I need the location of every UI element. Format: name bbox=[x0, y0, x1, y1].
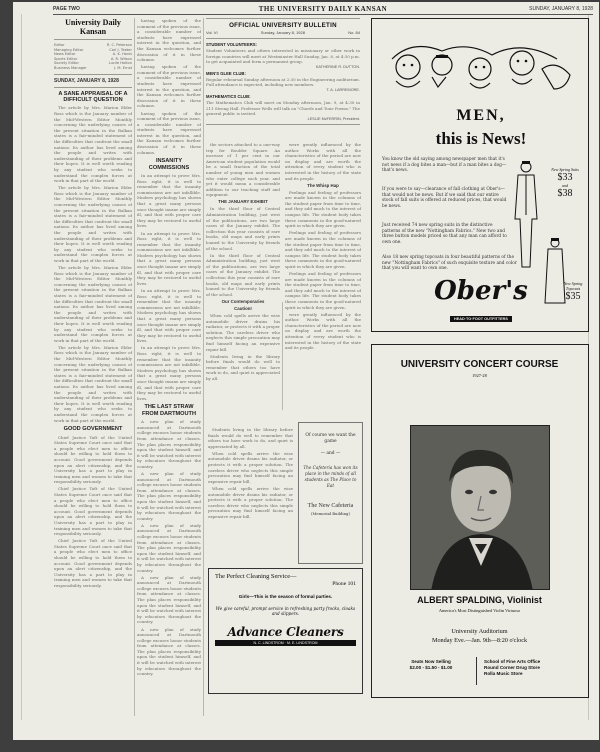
ticket-divider bbox=[476, 657, 477, 685]
obers-body: Also 18 new spring topcoats in four beautiful patterns of the new "Nottingham Fabrics" of such exquisite texture and color that you will want to own one. bbox=[382, 255, 517, 272]
obers-body: You know the old saying among newspaper men that it's not news if a dog bites a man—but if a man bites a dog—that's news. bbox=[382, 157, 507, 174]
news-column-3b bbox=[208, 427, 293, 565]
editorial-heading: INSANITY COMMISSIONS bbox=[148, 158, 190, 171]
notice-signature: LESLIE McFERRIN, President. bbox=[307, 116, 360, 121]
suit-price: New Spring Suits $33 and $38 bbox=[551, 167, 579, 199]
column-rule bbox=[203, 18, 204, 716]
cleaners-body: We give careful, prompt service in refreshing party frocks, cloaks and slippers. bbox=[215, 606, 356, 617]
article-body: Students living in the library before finals would do well to remember that others too have work to do, and quiet is appreciated by all. When cold spells arrive the wise automobile driver drains his radiator, or protects it with a proper solution. The careless driver who neglects this simple precaution may find himself facing an expensive repair bill. When cold spells arrive the wise automobile driver drains his radiator, or protects it with a proper solution. The careless driver who neglects this simple precaution may find himself facing an expensive repair bill. bbox=[208, 427, 293, 519]
concert-time: Monday Eve.—Jan. 9th—8:20 o'clock bbox=[431, 637, 528, 644]
cafeteria-name: The New Cafeteria bbox=[307, 503, 354, 509]
ticket-outlets: School of Fine Arts Office Round Corner Drug Store Rolla Music Store bbox=[484, 659, 541, 676]
notice-signature: T. A. LARREMORE. bbox=[326, 87, 360, 92]
obers-logo: Ober's HEAD·TO·FOOT OUTFITTERS bbox=[434, 276, 528, 321]
bulletin-title: OFFICIAL UNIVERSITY BULLETIN bbox=[229, 22, 337, 29]
article-body: In the third floor of Central Administration building, just west of the publications, are two large cases of the January exhibit. The collection this year consists of rare books, old maps and early prints loaned to the University by friends of the school. In the third floor of Central Administration building, just west of the publications, are two large cases of the January exhibit. The collection this year consists of rare books, old maps and early prints loaned to the University by friends of the school. bbox=[206, 206, 280, 297]
editorial-body: having spoken of the comment of the previous issue, a considerable number of students have expressed interest in the question, and the Kansan welcomes further discussion of it in these columns. having spoken of the comment of the previous issue, a considerable number of students have expressed interest in the question, and the Kansan welcomes further discussion of it in these columns. having spoken of the comment of the previous issue, a considerable number of students have expressed interest in the question, and the Kansan welcomes further discussion of it in these columns. bbox=[137, 18, 201, 155]
editorial-column-2 bbox=[137, 18, 201, 720]
performer-description: America's Most Distinguished Violin Virtuoso bbox=[438, 608, 521, 613]
article-body: When cold spells arrive the wise automobile driver drains his radiator, or protects it with a proper solution. The careless driver who neglects this simple precaution may find himself facing an expensive repair bill. Students living in the library before finals would do well to remember that others too have work to do, and quiet is appreciated by all. bbox=[206, 312, 280, 381]
cleaners-phone: Phone 101 bbox=[332, 581, 356, 587]
performer-portrait-icon bbox=[411, 426, 550, 590]
cafeteria-line: Of course we want the game bbox=[305, 433, 356, 444]
obers-headline-1: MEN, bbox=[456, 107, 506, 124]
editorial-heading: THE LAST STRAW FROM DARTMOUTH bbox=[141, 404, 197, 417]
editorial-heading: GOOD GOVERNMENT bbox=[63, 426, 123, 433]
bulletin-info: Vol. VI Sunday, January 8, 1928 No. 84 bbox=[206, 30, 360, 35]
page-number: PAGE TWO bbox=[53, 6, 80, 12]
cafeteria-location: (Memorial Building) bbox=[311, 511, 350, 516]
cleaners-headline: The Perfect Cleaning Service— bbox=[215, 573, 297, 580]
issue-date: SUNDAY, JANUARY 8, 1928 bbox=[54, 77, 119, 84]
notice-heading: MATHEMATICS CLUB: bbox=[206, 93, 251, 99]
cafeteria-line: — and — bbox=[320, 451, 341, 456]
editorial-column-1 bbox=[54, 18, 132, 720]
concert-course-ad bbox=[371, 344, 589, 698]
article-body: were greatly influenced by the author. Works with all the characteristics of the period are now on display and are worth the attention of every student who is interested in the history of the state and its people. bbox=[285, 142, 361, 181]
advance-cleaners-ad bbox=[208, 568, 363, 694]
notice-heading: STUDENT VOLUNTEERS: bbox=[206, 42, 257, 47]
caricature-illustration-icon bbox=[372, 19, 589, 109]
obers-headline-2: this is News! bbox=[435, 129, 527, 148]
editorial-body: In an attempt to prove Mrs. Ross right, it is well to remember that the insanity commissions are not infallible. Modern psychology has shown that a great many persons once thought insane are simply ill, and that with proper care they may be restored to useful lives. In an attempt to prove Mrs. Ross right, it is well to remember that the insanity commissions are not infallible. Modern psychology has shown that a great many persons once thought insane are simply ill, and that with proper care they may be restored to useful lives. In an attempt to prove Mrs. Ross right, it is well to remember that the insanity commissions are not infallible. Modern psychology has shown that a great many persons once thought insane are simply ill, and that with proper care they may be restored to useful lives. In an attempt to prove Mrs. Ross right, it is well to remember that the insanity commissions are not infallible. Modern psychology has shown that a great many persons once thought insane are simply ill, and that with proper care they may be restored to useful lives. bbox=[137, 173, 201, 401]
editorial-body: Chief Justice Taft of the United States Supreme Court once said that a people who elect men to office should be willing to hold them to account. Good government depends upon an alert citizenship, and the University has a part to play in training men and women to take that responsibility seriously. Chief Justice Taft of the United States Supreme Court once said that a people who elect men to office should be willing to hold them to account. Good government depends upon an alert citizenship, and the University has a part to play in training men and women to take that responsibility seriously. Chief Justice Taft of the United States Supreme Court once said that a people who elect men to office should be willing to hold them to account. Good government depends upon an alert citizenship, and the University has a part to play in training men and women to take that responsibility seriously. bbox=[54, 434, 132, 588]
article-heading: THE JANUARY EXHIBIT bbox=[218, 199, 268, 205]
concert-venue: University Auditorium bbox=[451, 628, 508, 635]
obers-body: If you were to say—clearance of fall clothing at Ober's—that would not be news. But if we said that our entire stock of fall suits is offered at reduced prices, that would be news. bbox=[382, 187, 507, 209]
masthead-title: THE UNIVERSITY DAILY KANSAN bbox=[258, 5, 388, 13]
performer-name: ALBERT SPALDING, Violinist bbox=[417, 595, 542, 605]
staff-box: Editor R. C. Peterson Managing Editor Carl J. Teeter News Editor A. K. Hovis Sports Editor A. R. Wilson Society Editor Lucile Holton Business Manager J. M. Ernst bbox=[54, 43, 132, 70]
article-body: Feelings and feeling of professors are made known in the columns of the student paper from time to time, and they add much to the interest of campus life. The student body takes these comments in the good-natured spirit in which they are given. Feelings and feeling of professors are made known in the columns of the student paper from time to time, and they add much to the interest of campus life. The student body takes these comments in the good-natured spirit in which they are given. Feelings and feeling of professors are made known in the columns of the student paper from time to time, and they add much to the interest of campus life. The student body takes these comments in the good-natured spirit in which they are given. were greatly influenced by the author. Works with all the characteristics of the period are now on display and are worth the attention of every student who is interested in the history of the state and its people. bbox=[285, 189, 361, 351]
column-rule bbox=[134, 18, 135, 716]
paper-name: University Daily Kansan bbox=[65, 18, 121, 36]
cafeteria-ad bbox=[298, 422, 363, 564]
notice-signature: KATHERINE R. DUTTON. bbox=[315, 64, 360, 69]
notice-heading: MEN'S GLEE CLUB: bbox=[206, 70, 246, 76]
news-column-3a bbox=[206, 142, 280, 422]
obers-body: Just received 74 new spring suits in the distinctive patterns of the new "Nottingham Fabrics." New two and three button models priced so that any man can afford to own one. bbox=[382, 223, 507, 245]
cafeteria-line: The Cafeteria has won its place in the minds of all students as The Place to Eat bbox=[303, 465, 358, 488]
topcoat-price: New Spring Topcoats $35 bbox=[563, 281, 583, 302]
concert-year: 1927-28 bbox=[472, 373, 487, 378]
editorial-heading: A SANE APPRAISAL OF A DIFFICULT QUESTION bbox=[58, 90, 128, 103]
article-body: the sectors attached to a one-way trip for Boulder Square. An increase of 1 per cent in our American student population would be a small fraction of the total number of young men and women who enter college each year, and yet it would mean a considerable addition to our teaching staff and equipment. bbox=[206, 142, 280, 198]
news-column-3c bbox=[285, 142, 361, 420]
man-in-suit-icon bbox=[510, 159, 542, 271]
masthead-date: SUNDAY, JANUARY 8, 1928 bbox=[529, 6, 593, 12]
cleaners-logo: Advance Cleaners bbox=[227, 624, 344, 639]
notice-body: The Mathematics Club will meet on Monday afternoon, Jan. 9, at 4:30 in 211 Strong Hall. Professor Wells will talk on "Chords and Tone Poems." The general public is invited. bbox=[206, 99, 360, 117]
notice-body: Regular rehearsal Sunday afternoon at 2:30 in the Engineering auditorium. Full attendance is expected, including new members. bbox=[206, 76, 360, 88]
ticket-prices: Seats Now Selling $2.00 - $1.50 - $1.00 bbox=[409, 659, 453, 670]
concert-title: UNIVERSITY CONCERT COURSE bbox=[400, 359, 559, 370]
article-heading: The Whisp Hap bbox=[307, 182, 339, 188]
article-heading: Caution! bbox=[234, 305, 252, 311]
masthead bbox=[53, 6, 593, 15]
cleaners-slogan: Girls—This is the season of formal parties. bbox=[238, 594, 333, 599]
editorial-body: A new plan of study announced at Dartmouth college excuses honor students from attendance at classes. The plan places responsibility upon the student himself, and it will be watched with interest by educators throughout the country. A new plan of study announced at Dartmouth college excuses honor students from attendance at classes. The plan places responsibility upon the student himself, and it will be watched with interest by educators throughout the country. A new plan of study announced at Dartmouth college excuses honor students from attendance at classes. The plan places responsibility upon the student himself, and it will be watched with interest by educators throughout the country. A new plan of study announced at Dartmouth college excuses honor students from attendance at classes. The plan places responsibility upon the student himself, and it will be watched with interest by educators throughout the country. A new plan of study announced at Dartmouth college excuses honor students from attendance at classes. The plan places responsibility upon the student himself, and it will be watched with interest by educators throughout the country. bbox=[137, 419, 201, 677]
obers-ad bbox=[371, 18, 589, 332]
newspaper-page bbox=[13, 2, 599, 740]
article-heading: Our Contemporaries bbox=[221, 298, 265, 304]
performer-photo bbox=[410, 425, 550, 590]
cleaners-owners: N. C. LINDSTROM · M. E. LINDSTROM bbox=[215, 640, 356, 646]
notice-body: Student Volunteers and others interested in missionary or other work in foreign countries will meet at Westminster Hall Sunday, Jan. 8, at 4:30 p.m. to get acquainted and form a permanent group. bbox=[206, 48, 360, 65]
editorial-body: The article by Mrs. Marion Elder Ross which is the January number of the Mid-Western Editor Monthly concerning the underlying causes of the present situation in the Balkan states is a fair-minded statement of the difficulties that confront the small nations. Its author has lived among the people and writes with understanding of their problems and their hopes. It is well worth reading by any student who seeks to understand the complex forces at work in that part of the world. The article by Mrs. Marion Elder Ross which is the January number of the Mid-Western Editor Monthly concerning the underlying causes of the present situation in the Balkan states is a fair-minded statement of the difficulties that confront the small nations. Its author has lived among the people and writes with understanding of their problems and their hopes. It is well worth reading by any student who seeks to understand the complex forces at work in that part of the world. The article by Mrs. Marion Elder Ross which is the January number of the Mid-Western Editor Monthly concerning the underlying causes of the present situation in the Balkan states is a fair-minded statement of the difficulties that confront the small nations. Its author has lived among the people and writes with understanding of their problems and their hopes. It is well worth reading by any student who seeks to understand the complex forces at work in that part of the world. The article by Mrs. Marion Elder Ross which is the January number of the Mid-Western Editor Monthly concerning the underlying causes of the present situation in the Balkan states is a fair-minded statement of the difficulties that confront the small nations. Its author has lived among the people and writes with understanding of their problems and their hopes. It is well worth reading by any student who seeks to understand the complex forces at work in that part of the world. bbox=[54, 105, 132, 423]
